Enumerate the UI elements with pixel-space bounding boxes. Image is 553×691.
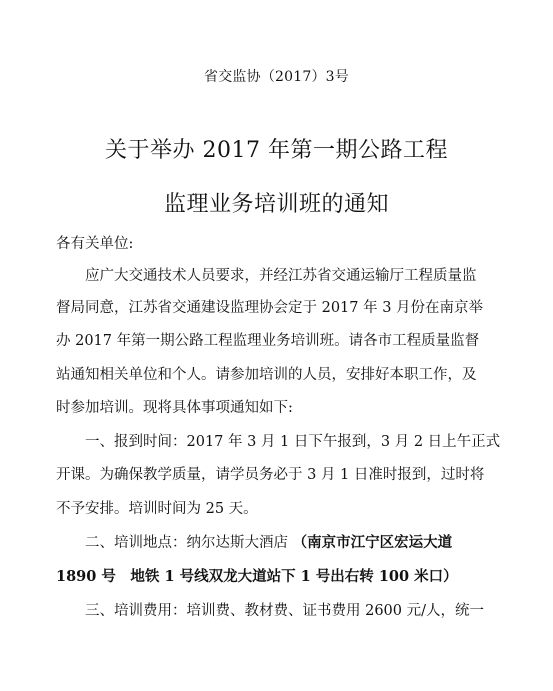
section-3-line-1: 三、培训费用：培训费、教材费、证书费用 2600 元/人，统一 [85, 603, 485, 619]
section-1-line-2: 开课。为确保教学质量，请学员务必于 3 月 1 日准时报到，过时将 [56, 467, 485, 483]
venue-address-part-2: 1890 号 地铁 1 号线双龙大道站下 1 号出右转 100 米口） [56, 568, 458, 585]
paragraph-1-line-5: 时参加培训。现将具体事项通知如下: [56, 400, 293, 416]
document-number: 省交监协（2017）3号 [204, 69, 349, 85]
document-title-line-1: 关于举办 2017 年第一期公路工程 [105, 138, 448, 163]
section-1-line-1: 一、报到时间：2017 年 3 月 1 日下午报到，3 月 2 日上午正式 [85, 434, 501, 450]
venue-address-part-1: （南京市江宁区宏运大道 [292, 534, 453, 551]
paragraph-1-line-2: 督局同意，江苏省交通建设监理协会定于 2017 年 3 月份在南京举 [56, 300, 484, 316]
section-1-line-3: 不予安排。培训时间为 25 天。 [56, 501, 258, 517]
section-2-line-1 [56, 532, 545, 554]
paragraph-1-line-4: 站通知相关单位和个人。请参加培训的人员，安排好本职工作，及 [56, 367, 477, 383]
paragraph-1-line-1: 应广大交通技术人员要求，并经江苏省交通运输厅工程质量监 [85, 268, 477, 284]
salutation: 各有关单位: [56, 236, 134, 252]
document-title-line-2: 监理业务培训班的通知 [163, 192, 389, 217]
venue-label: 二、培训地点：纳尔达斯大酒店 [85, 535, 293, 551]
paragraph-1-line-3: 办 2017 年第一期公路工程监理业务培训班。请各市工程质量监督 [56, 333, 480, 349]
